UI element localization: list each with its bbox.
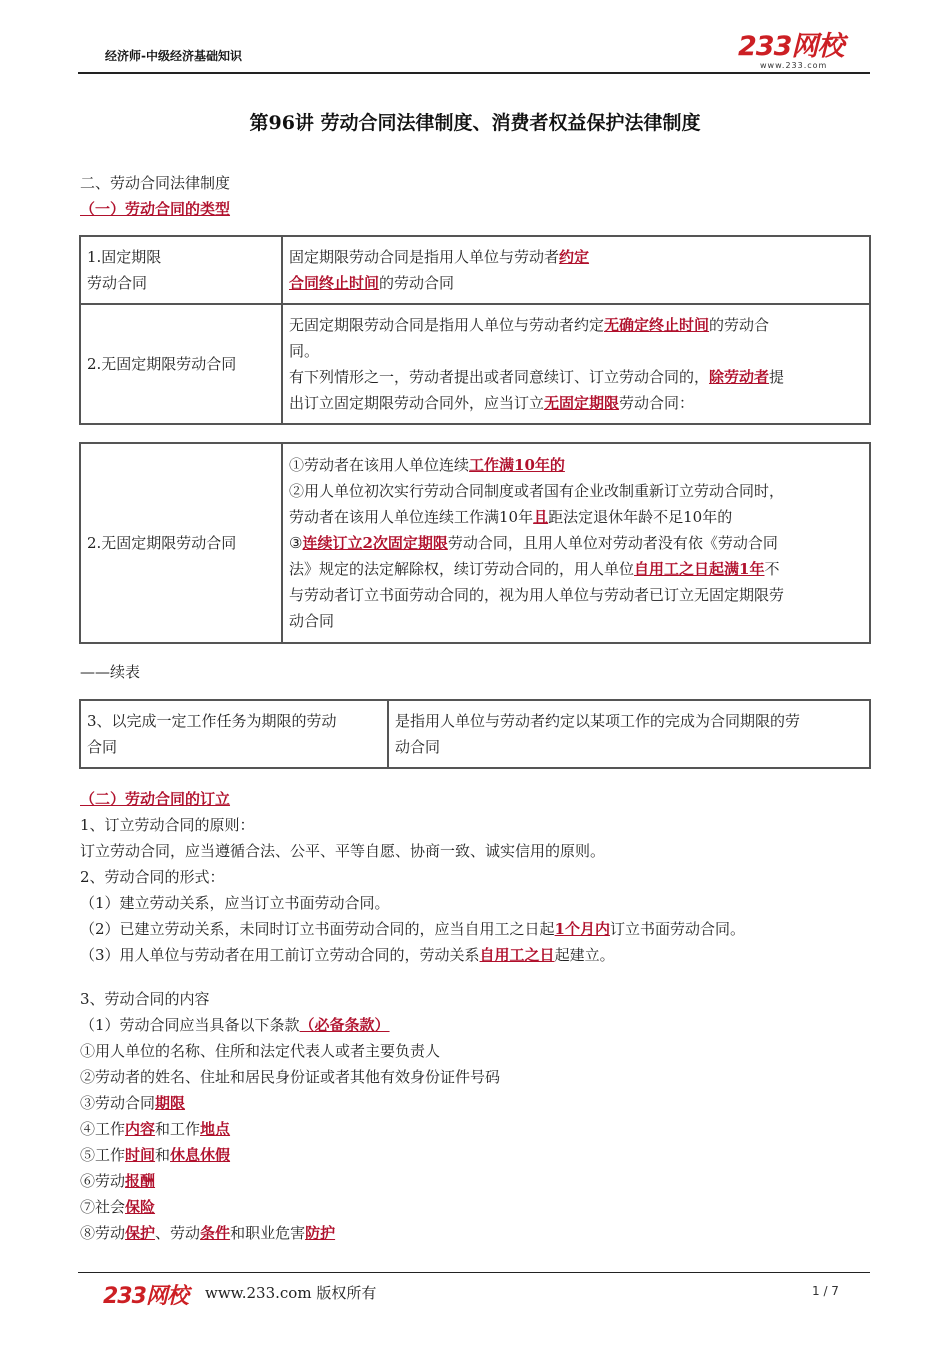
highlight-text: 内容 [125,1120,156,1138]
cell-text: 距法定退休年龄不足10年的 [548,508,733,526]
table-cell: 2.无固定期限劳动合同 [80,304,282,424]
paragraph [80,916,745,942]
contract-types-table [79,235,871,425]
list-item [80,1194,155,1220]
highlight-text: 保险 [125,1198,156,1216]
cell-text: 出订立固定期限劳动合同外，应当订立 [289,394,545,412]
table-cell [282,304,870,424]
text: ⑤工作 [80,1146,126,1164]
cell-text: 与劳动者订立书面劳动合同的，视为用人单位与劳动者已订立无固定期限劳 [289,586,785,604]
table-cell: 2.无固定期限劳动合同 [80,443,282,643]
highlight-text: 自用工之日起满1年 [634,560,765,578]
text: 和工作 [155,1120,201,1138]
text: ⑧劳动 [80,1224,126,1242]
paragraph [80,942,615,968]
highlight-text: 工作满10年的 [469,456,565,474]
text: 、劳动 [155,1224,201,1242]
cell-text: 劳动合同，且用人单位对劳动者没有依《劳动合同 [447,534,778,552]
text: 和 [155,1146,171,1164]
table-cell [80,236,282,304]
cell-text: ②用人单位初次实行劳动合同制度或者国有企业改制重新订立劳动合同时， [289,482,785,500]
highlight-text: 地点 [200,1120,231,1138]
highlight-text: 除劳动者 [709,368,770,386]
table-cell [282,236,870,304]
text: （2）已建立劳动关系，未同时订立书面劳动合同的，应当自用工之日起 [80,920,555,938]
list-item [80,1090,185,1116]
table-cell [282,443,870,643]
cell-text: 劳动合同 [87,274,148,292]
indefinite-contract-table [79,442,871,644]
cell-text: 法》规定的法定解除权，续订劳动合同的，用人单位 [289,560,635,578]
course-name: 经济师-中级经济基础知识 [105,49,242,63]
table-row [80,236,870,304]
subsection-heading-types: （一）劳动合同的类型 [80,200,231,218]
highlight-text: 条件 [200,1224,231,1242]
highlight-text: 且 [533,508,549,526]
highlight-text: 无固定期限 [544,394,620,412]
text: ③劳动合同 [80,1094,156,1112]
list-item [80,1220,335,1246]
table-row [80,700,870,768]
highlight-text: 无确定终止时间 [604,316,710,334]
highlight-text: 时间 [125,1146,156,1164]
table-row [80,443,870,643]
continued-label: ——续表 [80,663,141,681]
cell-text: 动合同 [289,612,335,630]
text: 起建立。 [554,946,615,964]
text: ⑦社会 [80,1198,126,1216]
table-row [80,304,870,424]
cell-text: ③ [289,534,303,552]
paragraph: 2、劳动合同的形式： [80,868,225,886]
cell-text: 1.固定期限 [87,248,162,266]
highlight-text: 期限 [155,1094,186,1112]
table-cell [388,700,870,768]
page-number: 1 / 7 [812,1284,839,1298]
text: （1）劳动合同应当具备以下条款 [80,1016,300,1034]
task-contract-table [79,699,871,769]
footer-copyright: www.233.com 版权所有 [205,1284,377,1302]
header-divider [78,72,870,74]
footer-divider [78,1272,870,1273]
list-item: ②劳动者的姓名、住址和居民身份证或者其他有效身份证件号码 [80,1068,501,1086]
list-item [80,1142,230,1168]
table-cell [80,700,388,768]
cell-text: 是指用人单位与劳动者约定以某项工作的完成为合同期限的劳 [395,712,801,730]
text: 订立书面劳动合同。 [609,920,745,938]
highlight-text: 保护 [125,1224,156,1242]
text: ⑥劳动 [80,1172,126,1190]
cell-text: 的劳动合同 [379,274,455,292]
paragraph: 1、订立劳动合同的原则： [80,816,255,834]
paragraph [80,1012,390,1038]
section-heading: 二、劳动合同法律制度 [80,174,231,192]
highlight-text: 1个月内 [554,920,610,938]
text: ④工作 [80,1120,126,1138]
highlight-text: 防护 [305,1224,336,1242]
cell-text: 劳动合同： [619,394,695,412]
list-item [80,1168,155,1194]
paragraph: 3、劳动合同的内容 [80,990,210,1008]
cell-text: 动合同 [395,738,441,756]
text: 和职业危害 [230,1224,306,1242]
text: （3）用人单位与劳动者在用工前订立劳动合同的，劳动关系 [80,946,480,964]
cell-text: 不 [764,560,780,578]
cell-text: 合同 [87,738,118,756]
cell-text: 固定期限劳动合同是指用人单位与劳动者 [289,248,560,266]
cell-text: 劳动者在该用人单位连续工作满10年 [289,508,534,526]
cell-text: 的劳动合 [709,316,770,334]
logo-text: 233网校 [738,31,844,62]
cell-text: 提 [769,368,785,386]
cell-text: 有下列情形之一，劳动者提出或者同意续订、订立劳动合同的， [289,368,710,386]
highlight-text: 休息休假 [170,1146,231,1164]
highlight-text: 自用工之日 [479,946,555,964]
highlight-text: 约定 [559,248,590,266]
footer-logo: 233网校 [103,1284,188,1309]
list-item [80,1116,230,1142]
subsection-heading-formation: （二）劳动合同的订立 [80,790,231,808]
paragraph: 订立劳动合同，应当遵循合法、公平、平等自愿、协商一致、诚实信用的原则。 [80,842,606,860]
cell-text: ①劳动者在该用人单位连续 [289,456,470,474]
cell-text: 3、以完成一定工作任务为期限的劳动 [87,712,337,730]
logo-url: www.233.com [760,61,828,70]
highlight-text: 合同终止时间 [289,274,380,292]
highlight-text: 连续订立2次固定期限 [302,534,448,552]
cell-text: 无固定期限劳动合同是指用人单位与劳动者约定 [289,316,605,334]
paragraph: （1）建立劳动关系，应当订立书面劳动合同。 [80,894,390,912]
cell-text: 同。 [289,342,320,360]
highlight-text: （必备条款） [299,1016,390,1034]
highlight-text: 报酬 [125,1172,156,1190]
brand-logo [738,32,858,74]
page-title: 第96讲 劳动合同法律制度、消费者权益保护法律制度 [249,112,701,134]
list-item: ①用人单位的名称、住所和法定代表人或者主要负责人 [80,1042,441,1060]
